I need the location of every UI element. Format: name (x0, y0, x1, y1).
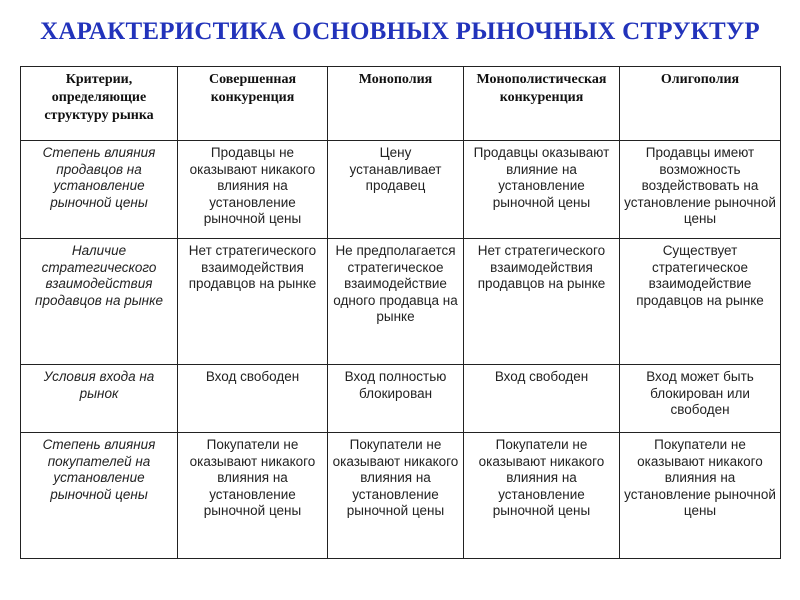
table-cell: Нет стратегического взаимодействия продавцов на рынке (178, 239, 328, 365)
table-cell: Нет стратегического взаимодействия продавцов на рынке (464, 239, 620, 365)
table-cell: Продавцы оказывают влияние на установление рыночной цены (464, 141, 620, 239)
table-cell: Покупатели не оказывают никакого влияния на установление рыночной цены (328, 433, 464, 559)
page-title: ХАРАКТЕРИСТИКА ОСНОВНЫХ РЫНОЧНЫХ СТРУКТУР (40, 18, 760, 45)
table-cell: Покупатели не оказывают никакого влияния на установление рыночной цены (178, 433, 328, 559)
table-cell: Существует стратегическое взаимодействие продавцов на рынке (620, 239, 781, 365)
row-criterion: Наличие стратегического взаимодействия продавцов на рынке (21, 239, 178, 365)
table-cell: Покупатели не оказывают никакого влияния на установление рыночной цены (464, 433, 620, 559)
header-monopoly: Монополия (328, 67, 464, 141)
table-cell: Покупатели не оказывают никакого влияния на установление рыночной цены (620, 433, 781, 559)
header-criteria: Критерии, определяющие структуру рынка (21, 67, 178, 141)
header-monopolistic-competition: Монополистическая конкуренция (464, 67, 620, 141)
header-oligopoly: Олигополия (620, 67, 781, 141)
table-cell: Вход полностью блокирован (328, 365, 464, 433)
row-criterion: Степень влияния продавцов на установление рыночной цены (21, 141, 178, 239)
row-criterion: Степень влияния покупателей на установление рыночной цены (21, 433, 178, 559)
table-row (21, 433, 781, 559)
table-header-row (21, 67, 781, 141)
table-cell: Цену устанавливает продавец (328, 141, 464, 239)
market-structures-table (20, 66, 781, 559)
table-cell: Продавцы не оказывают никакого влияния на установление рыночной цены (178, 141, 328, 239)
table-cell: Вход свободен (178, 365, 328, 433)
table-cell: Не предполагается стратегическое взаимодействие одного продавца на рынке (328, 239, 464, 365)
table-row (21, 239, 781, 365)
row-criterion: Условия входа на рынок (21, 365, 178, 433)
table-row (21, 141, 781, 239)
table-cell: Продавцы имеют возможность воздействовать на установление рыночной цены (620, 141, 781, 239)
header-perfect-competition: Совершенная конкуренция (178, 67, 328, 141)
table-cell: Вход свободен (464, 365, 620, 433)
table-row (21, 365, 781, 433)
table-cell: Вход может быть блокирован или свободен (620, 365, 781, 433)
